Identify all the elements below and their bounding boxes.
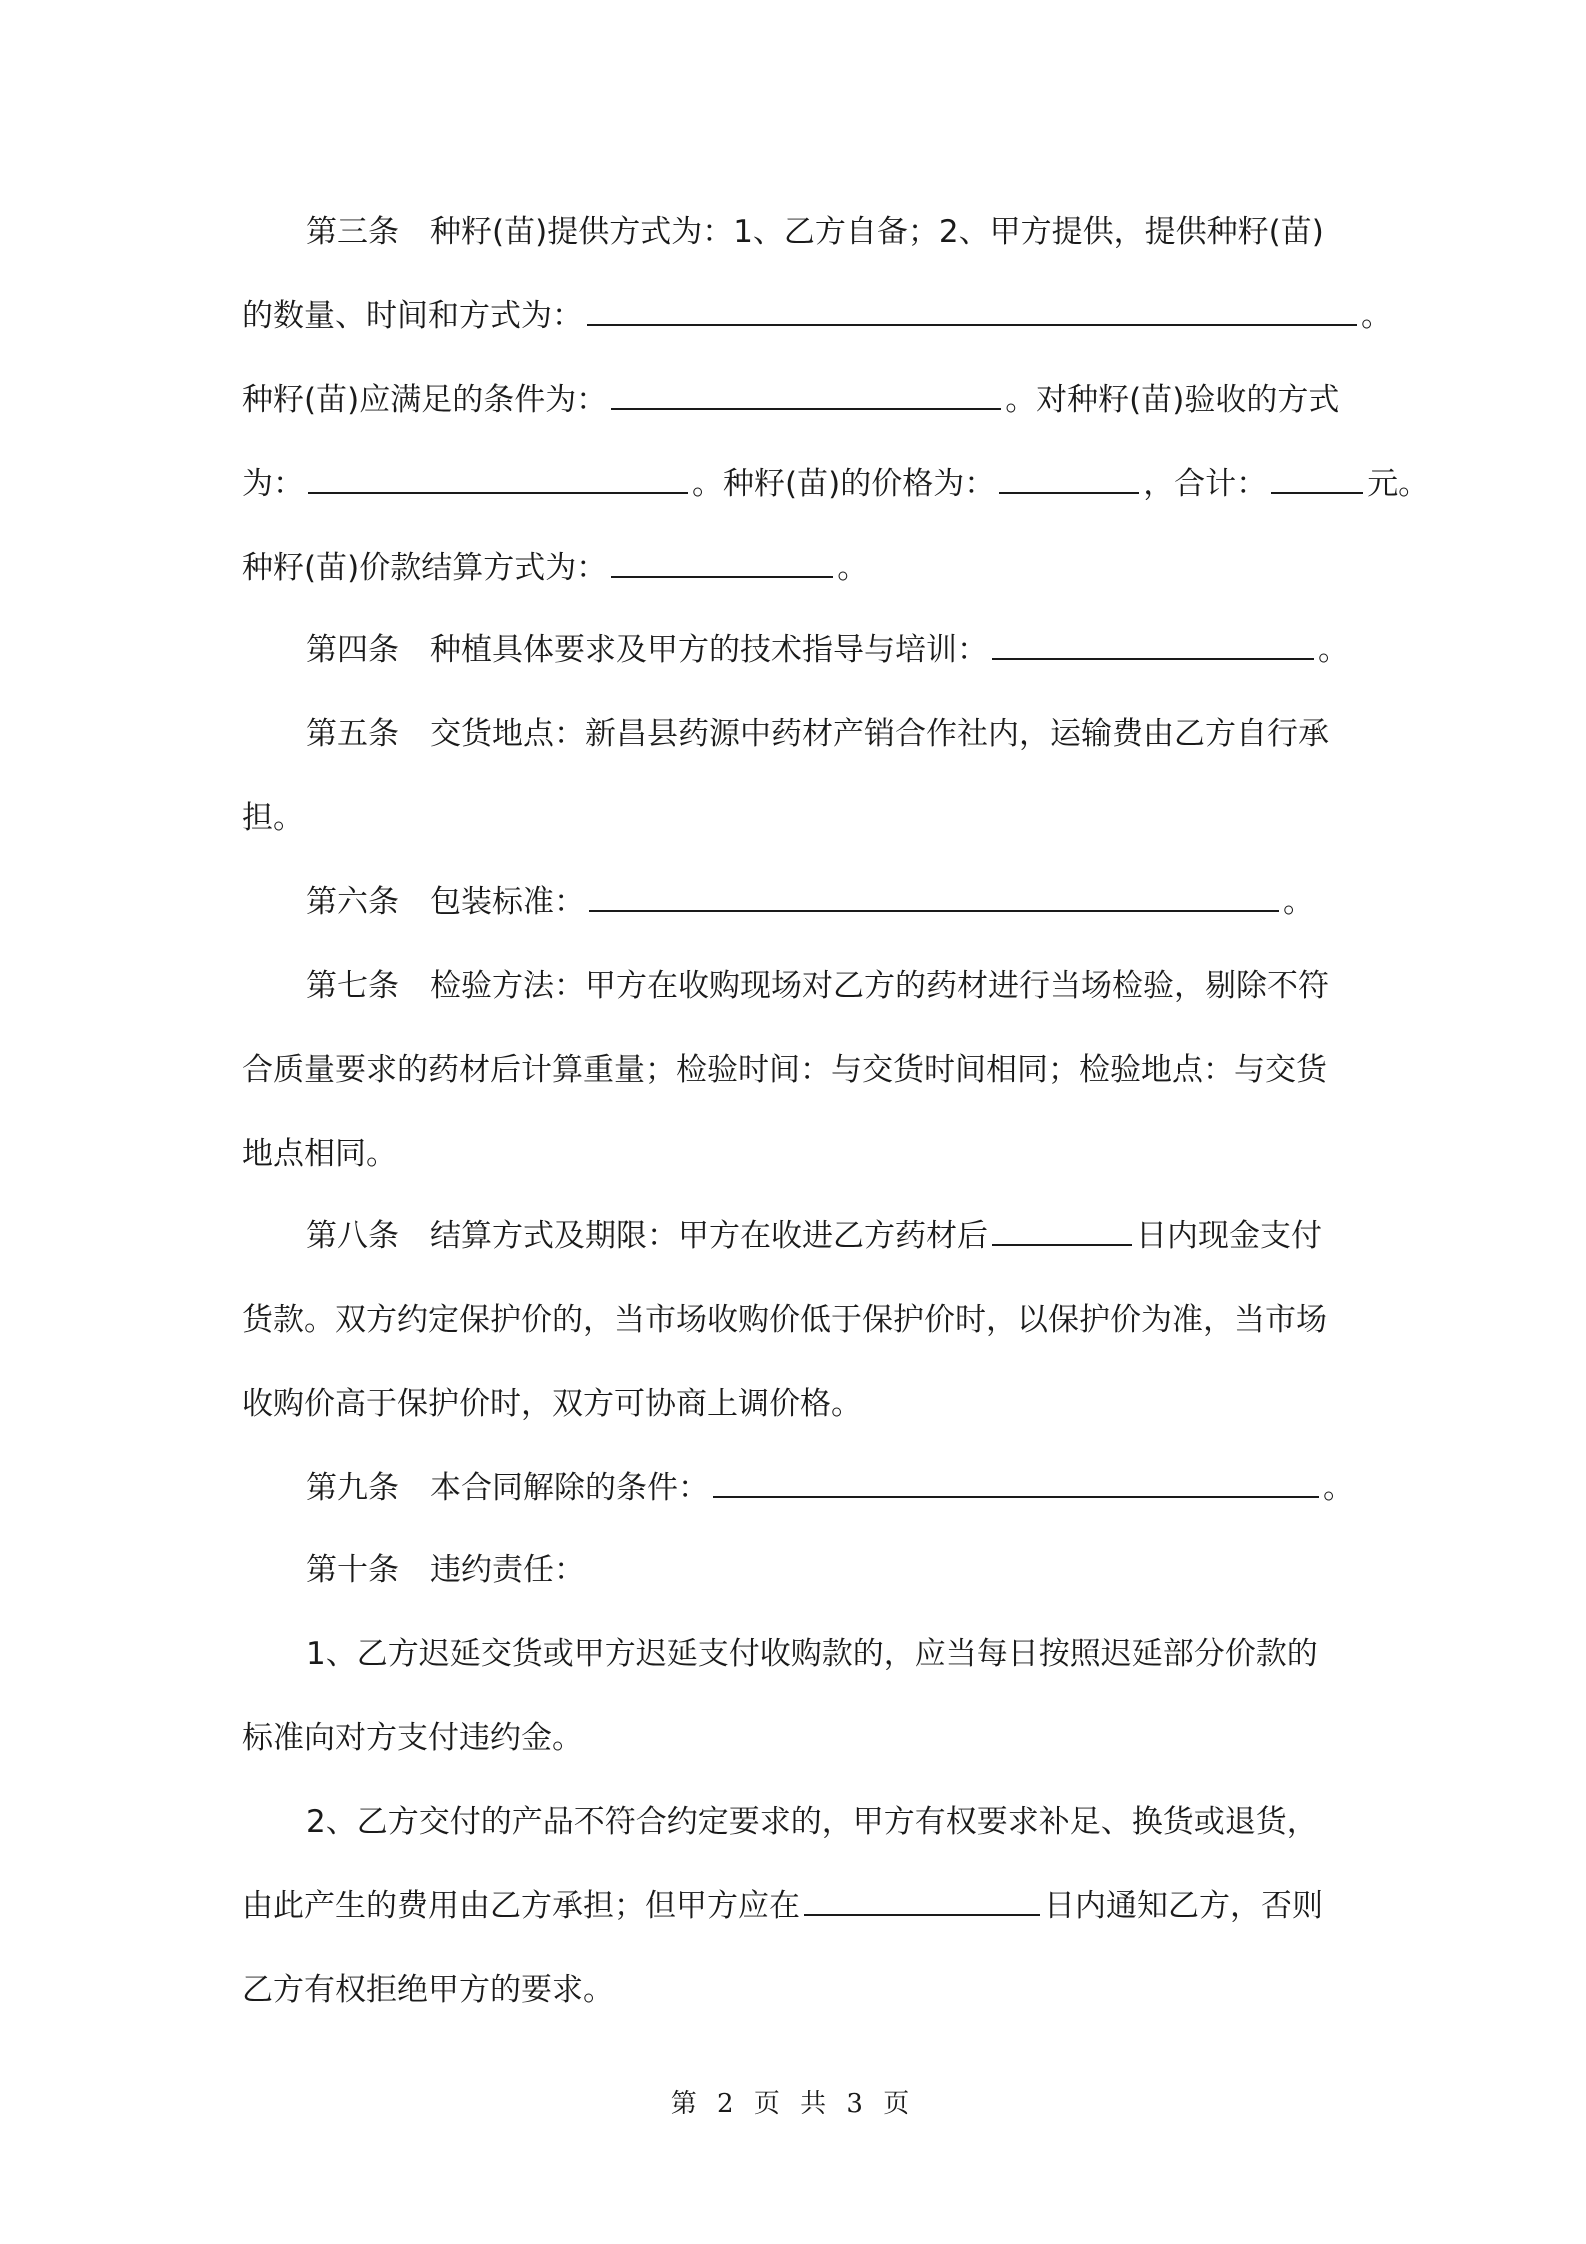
article-10-clause-1-line-2: 标准向对方支付违约金。 — [242, 1720, 583, 1756]
article-8-number: 第八条 — [306, 1218, 399, 1254]
article-6: 第六条 包装标准： 。 — [242, 872, 1354, 932]
seed-quantity-blank[interactable] — [587, 288, 1357, 326]
article-4-number: 第四条 — [306, 632, 399, 668]
article-8-line-1: 第八条 结算方式及期限：甲方在收进乙方药材后 日内现金支付 — [242, 1206, 1354, 1266]
article-6-number: 第六条 — [306, 884, 399, 920]
article-8-line-3: 收购价高于保护价时，双方可协商上调价格。 — [242, 1386, 862, 1422]
article-3-line-2: 的数量、时间和方式为： 。 — [242, 286, 1354, 346]
article-10-clause-2-line-1: 2、乙方交付的产品不符合约定要求的，甲方有权要求补足、换货或退货， — [306, 1804, 1318, 1840]
article-7-number: 第七条 — [306, 968, 399, 1004]
article-10-clause-2-line-3: 乙方有权拒绝甲方的要求。 — [242, 1972, 614, 2008]
article-3-line-1 — [242, 202, 1354, 262]
article-5-number: 第五条 — [306, 716, 399, 752]
article-7-line-2: 合质量要求的药材后计算重量；检验时间：与交货时间相同；检验地点：与交货 — [242, 1052, 1327, 1088]
article-10-number: 第十条 — [306, 1552, 399, 1588]
article-5-line-2: 担。 — [242, 800, 304, 836]
planting-requirements-blank[interactable] — [992, 622, 1314, 660]
seed-condition-blank[interactable] — [611, 372, 1001, 410]
article-10-clause-2-line-2: 由此产生的费用由乙方承担；但甲方应在 日内通知乙方，否则 — [242, 1876, 1354, 1936]
article-3-text: 种籽(苗)提供方式为：1、乙方自备；2、甲方提供，提供种籽(苗) — [430, 214, 1324, 250]
article-4: 第四条 种植具体要求及甲方的技术指导与培训： 。 — [242, 620, 1354, 680]
article-7-line-3: 地点相同。 — [242, 1136, 397, 1172]
article-10: 第十条 违约责任： — [306, 1552, 585, 1588]
article-3-line-4: 为： 。种籽(苗)的价格为： ，合计： 元。 — [242, 454, 1354, 514]
article-9: 第九条 本合同解除的条件： 。 — [242, 1458, 1354, 1518]
total-amount-blank[interactable] — [1271, 456, 1363, 494]
notification-days-blank[interactable] — [804, 1878, 1040, 1916]
payment-settlement-blank[interactable] — [611, 540, 833, 578]
article-7-line-1: 第七条 检验方法：甲方在收购现场对乙方的药材进行当场检验，剔除不符 — [306, 968, 1329, 1004]
payment-days-blank[interactable] — [992, 1208, 1132, 1246]
article-5-line-1: 第五条 交货地点：新昌县药源中药材产销合作社内，运输费由乙方自行承 — [306, 716, 1329, 752]
article-3-line-3: 种籽(苗)应满足的条件为： 。对种籽(苗)验收的方式 — [242, 370, 1354, 430]
article-8-line-2: 货款。双方约定保护价的，当市场收购价低于保护价时，以保护价为准，当市场 — [242, 1302, 1327, 1338]
termination-condition-blank[interactable] — [713, 1460, 1319, 1498]
page-footer: 第 2 页 共 3 页 — [670, 2089, 916, 2119]
inspection-method-blank[interactable] — [308, 456, 688, 494]
packaging-standard-blank[interactable] — [589, 874, 1279, 912]
article-9-number: 第九条 — [306, 1470, 399, 1506]
article-3-line-5: 种籽(苗)价款结算方式为： 。 — [242, 538, 1354, 598]
article-3-number: 第三条 — [306, 214, 399, 250]
seed-price-blank[interactable] — [999, 456, 1139, 494]
article-10-clause-1-line-1: 1、乙方迟延交货或甲方迟延支付收购款的，应当每日按照迟延部分价款的 — [306, 1636, 1318, 1672]
